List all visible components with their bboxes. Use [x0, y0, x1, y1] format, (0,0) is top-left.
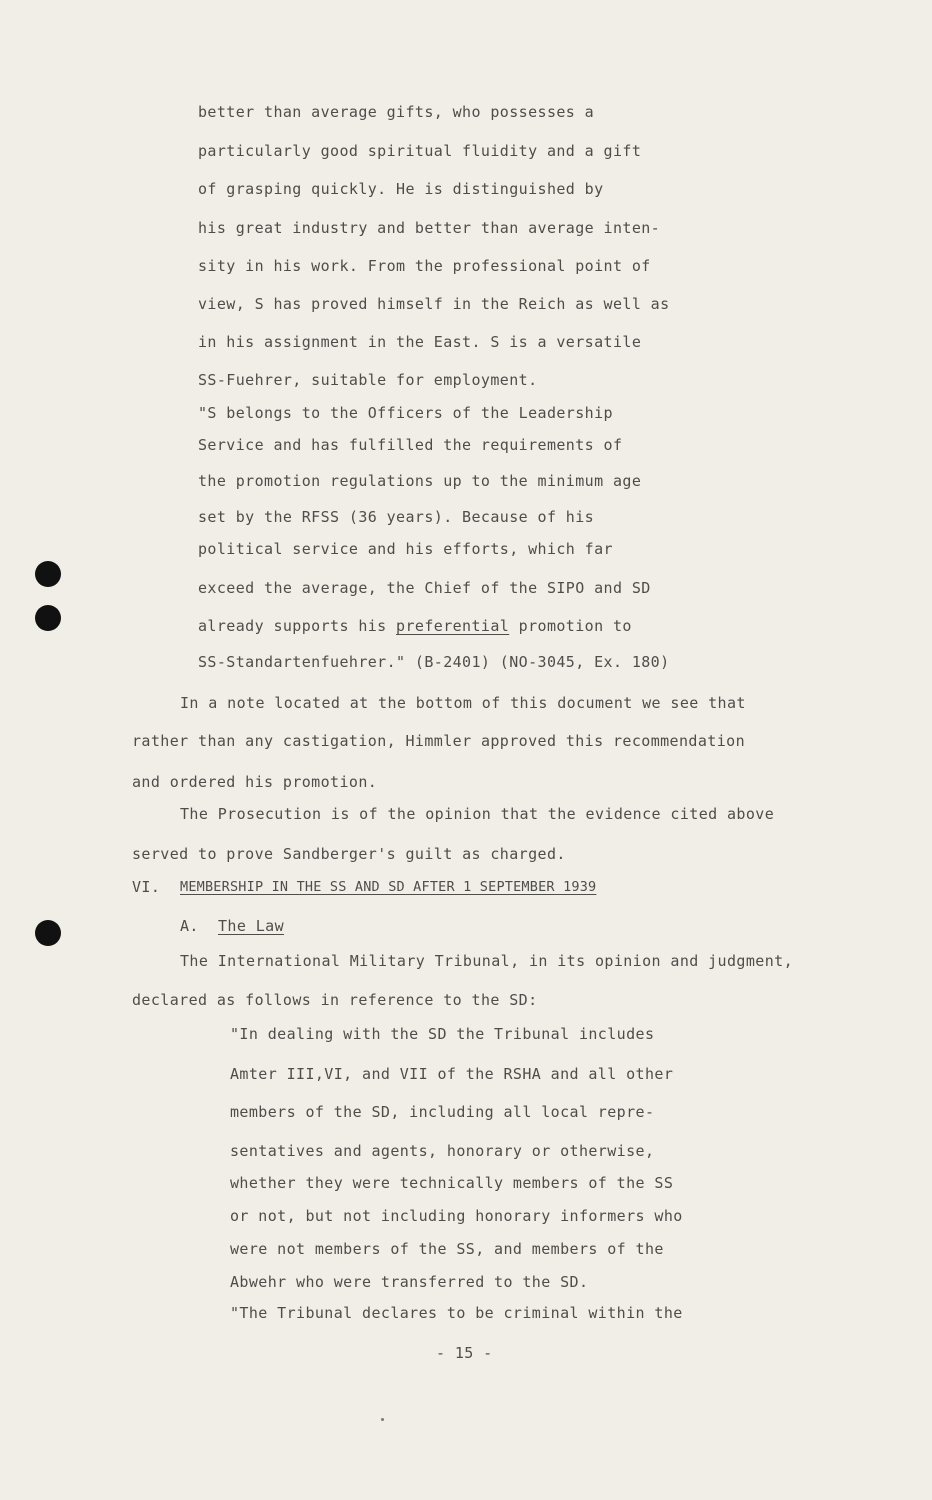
text-span: promotion to: [509, 617, 632, 635]
text-line: declared as follows in reference to the SD:: [132, 991, 538, 1009]
text-line: SS-Fuehrer, suitable for employment.: [198, 371, 538, 389]
text-line: The Prosecution is of the opinion that the evidence cited above: [180, 805, 775, 823]
text-line: served to prove Sandberger's guilt as charged.: [132, 845, 566, 863]
text-line: political service and his efforts, which far: [198, 540, 613, 558]
text-line: sity in his work. From the professional point of: [198, 257, 651, 275]
paper-speck: [381, 1418, 384, 1421]
text-line: his great industry and better than average inten-: [198, 219, 661, 237]
punch-hole: [35, 605, 61, 631]
text-line: "S belongs to the Officers of the Leadership: [198, 404, 613, 422]
text-line: better than average gifts, who possesses a: [198, 103, 595, 121]
text-line: SS-Standartenfuehrer." (B-2401) (NO-3045, Ex. 180): [198, 653, 670, 671]
punch-hole: [35, 920, 61, 946]
quote-line: or not, but not including honorary informers who: [230, 1207, 683, 1225]
text-line: particularly good spiritual fluidity and a gift: [198, 142, 642, 160]
subsection-heading: The Law: [218, 917, 285, 935]
quote-line: sentatives and agents, honorary or otherwise,: [230, 1142, 655, 1160]
text-span: already supports his: [198, 617, 397, 635]
quote-line: "The Tribunal declares to be criminal within the: [230, 1304, 683, 1322]
page-number: - 15 -: [436, 1344, 493, 1362]
quote-line: members of the SD, including all local repre-: [230, 1103, 655, 1121]
subsection-letter: A.: [180, 917, 199, 935]
quote-line: whether they were technically members of the SS: [230, 1174, 674, 1192]
text-line: of grasping quickly. He is distinguished by: [198, 180, 604, 198]
section-heading: MEMBERSHIP IN THE SS AND SD AFTER 1 SEPTEMBER 1939: [180, 879, 597, 895]
text-line: The International Military Tribunal, in its opinion and judgment,: [180, 952, 793, 970]
text-line: in his assignment in the East. S is a versatile: [198, 333, 642, 351]
text-line: exceed the average, the Chief of the SIPO and SD: [198, 579, 651, 597]
text-line: set by the RFSS (36 years). Because of his: [198, 508, 595, 526]
quote-line: "In dealing with the SD the Tribunal includes: [230, 1025, 655, 1043]
text-line: view, S has proved himself in the Reich as well as: [198, 295, 670, 313]
text-line: rather than any castigation, Himmler approved this recommendation: [132, 732, 745, 750]
section-number: VI.: [132, 878, 161, 896]
text-line: Service and has fulfilled the requirements of: [198, 436, 623, 454]
quote-line: Abwehr who were transferred to the SD.: [230, 1273, 589, 1291]
quote-line: Amter III,VI, and VII of the RSHA and all other: [230, 1065, 674, 1083]
quote-line: were not members of the SS, and members of the: [230, 1240, 664, 1258]
punch-hole: [35, 561, 61, 587]
text-line: the promotion regulations up to the minimum age: [198, 472, 642, 490]
underlined-word: preferential: [396, 617, 510, 635]
text-line: [198, 617, 632, 635]
text-line: In a note located at the bottom of this document we see that: [180, 694, 746, 712]
text-line: and ordered his promotion.: [132, 773, 378, 791]
